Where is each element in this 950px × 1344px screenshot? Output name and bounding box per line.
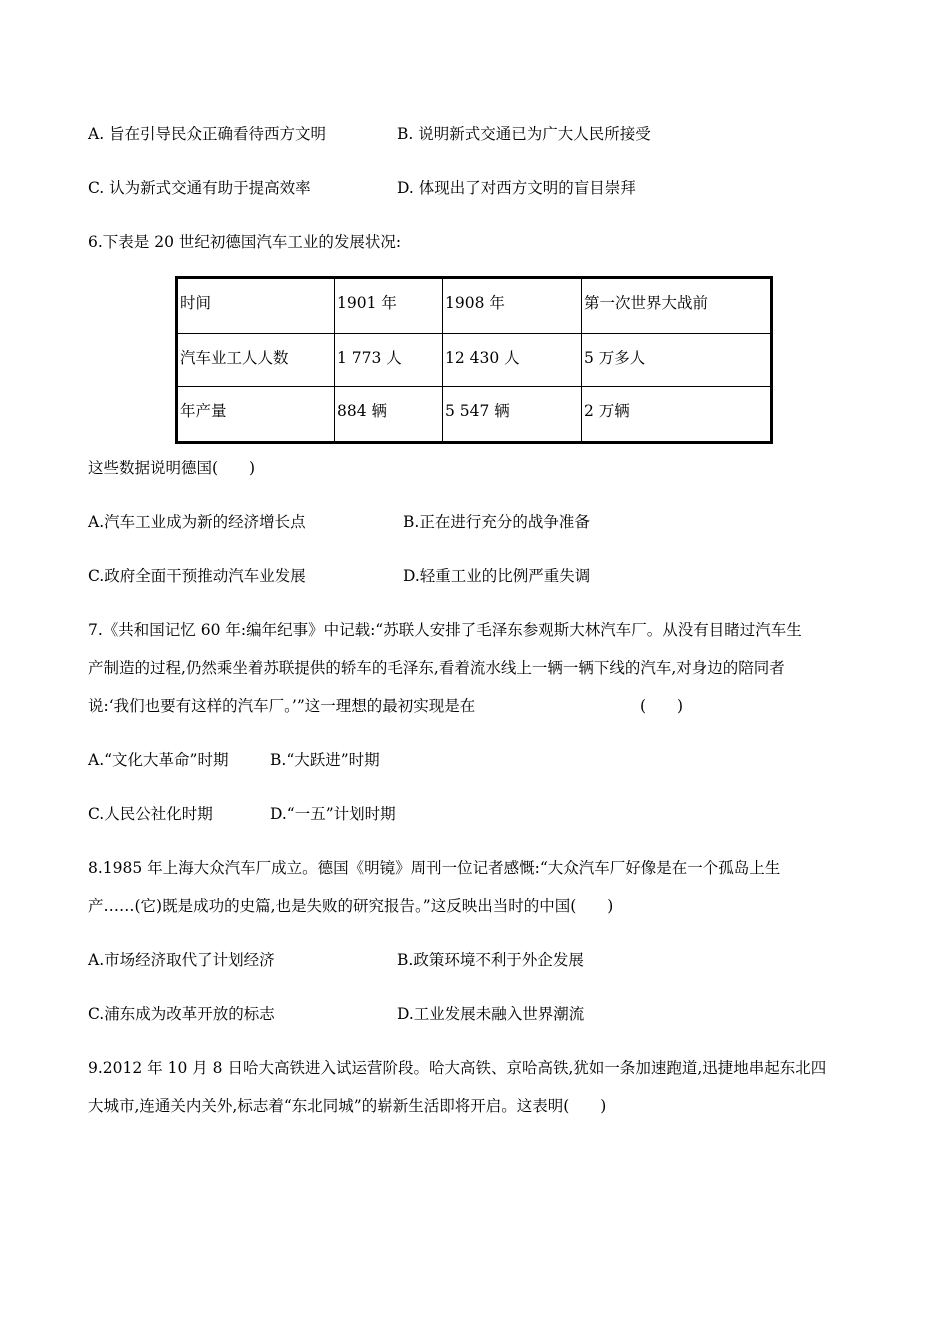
q8-option-c: C.浦东成为改革开放的标志 — [88, 1005, 275, 1023]
table-cell: 1 773 人 — [335, 333, 443, 387]
table-cell: 汽车业工人人数 — [177, 333, 335, 387]
table-cell: 2 万辆 — [582, 387, 772, 443]
q7-stem-line2: 产制造的过程,仍然乘坐着苏联提供的轿车的毛泽东,看着流水线上一辆一辆下线的汽车,对身边的陪同者 — [88, 659, 785, 677]
table-cell: 时间 — [177, 278, 335, 334]
q8-option-d: D.工业发展未融入世界潮流 — [397, 1005, 585, 1023]
q6-data-table — [175, 276, 773, 444]
q8-option-b: B.政策环境不利于外企发展 — [397, 951, 584, 969]
q7-option-d: D.“一五”计划时期 — [270, 805, 396, 823]
table-cell: 5 547 辆 — [443, 387, 582, 443]
table-row — [177, 278, 772, 334]
q8-option-a: A.市场经济取代了计划经济 — [88, 951, 275, 969]
table-cell: 1901 年 — [335, 278, 443, 334]
q8-stem-line2: 产……(它)既是成功的史篇,也是失败的研究报告。”这反映出当时的中国( ) — [88, 897, 614, 915]
q7-stem-line3: 说:‘我们也要有这样的汽车厂。’”这一理想的最初实现是在 — [88, 697, 476, 715]
q7-option-a: A.“文化大革命”时期 — [88, 751, 229, 769]
q7-stem-line1: 7.《共和国记忆 60 年:编年纪事》中记载:“苏联人安排了毛泽东参观斯大林汽车厂。从没有目睹过汽车生 — [88, 621, 802, 639]
q7-answer-blank: ( ) — [640, 697, 684, 715]
q6-stem: 6.下表是 20 世纪初德国汽车工业的发展状况: — [88, 233, 402, 251]
table-cell: 1908 年 — [443, 278, 582, 334]
table-cell: 884 辆 — [335, 387, 443, 443]
table-cell: 年产量 — [177, 387, 335, 443]
table-row — [177, 333, 772, 387]
q5-option-a: A. 旨在引导民众正确看待西方文明 — [88, 125, 327, 143]
q8-stem-line1: 8.1985 年上海大众汽车厂成立。德国《明镜》周刊一位记者感慨:“大众汽车厂好像是在一个孤岛上生 — [88, 859, 781, 877]
q6-option-d: D.轻重工业的比例严重失调 — [403, 567, 591, 585]
table-cell: 12 430 人 — [443, 333, 582, 387]
table-cell: 第一次世界大战前 — [582, 278, 772, 334]
q5-option-c: C. 认为新式交通有助于提高效率 — [88, 179, 311, 197]
q6-option-a: A.汽车工业成为新的经济增长点 — [88, 513, 306, 531]
table-row — [177, 387, 772, 443]
table-cell: 5 万多人 — [582, 333, 772, 387]
q6-option-b: B.正在进行充分的战争准备 — [403, 513, 590, 531]
q6-question: 这些数据说明德国( ) — [88, 459, 256, 477]
q9-stem-line1: 9.2012 年 10 月 8 日哈大高铁进入试运营阶段。哈大高铁、京哈高铁,犹如一条加速跑道,迅捷地串起东北四 — [88, 1059, 827, 1077]
q7-option-c: C.人民公社化时期 — [88, 805, 213, 823]
q7-option-b: B.“大跃进”时期 — [270, 751, 380, 769]
q6-option-c: C.政府全面干预推动汽车业发展 — [88, 567, 306, 585]
q5-option-b: B. 说明新式交通已为广大人民所接受 — [397, 125, 651, 143]
q9-stem-line2: 大城市,连通关内关外,标志着“东北同城”的崭新生活即将开启。这表明( ) — [88, 1097, 607, 1115]
q5-option-d: D. 体现出了对西方文明的盲目崇拜 — [397, 179, 636, 197]
